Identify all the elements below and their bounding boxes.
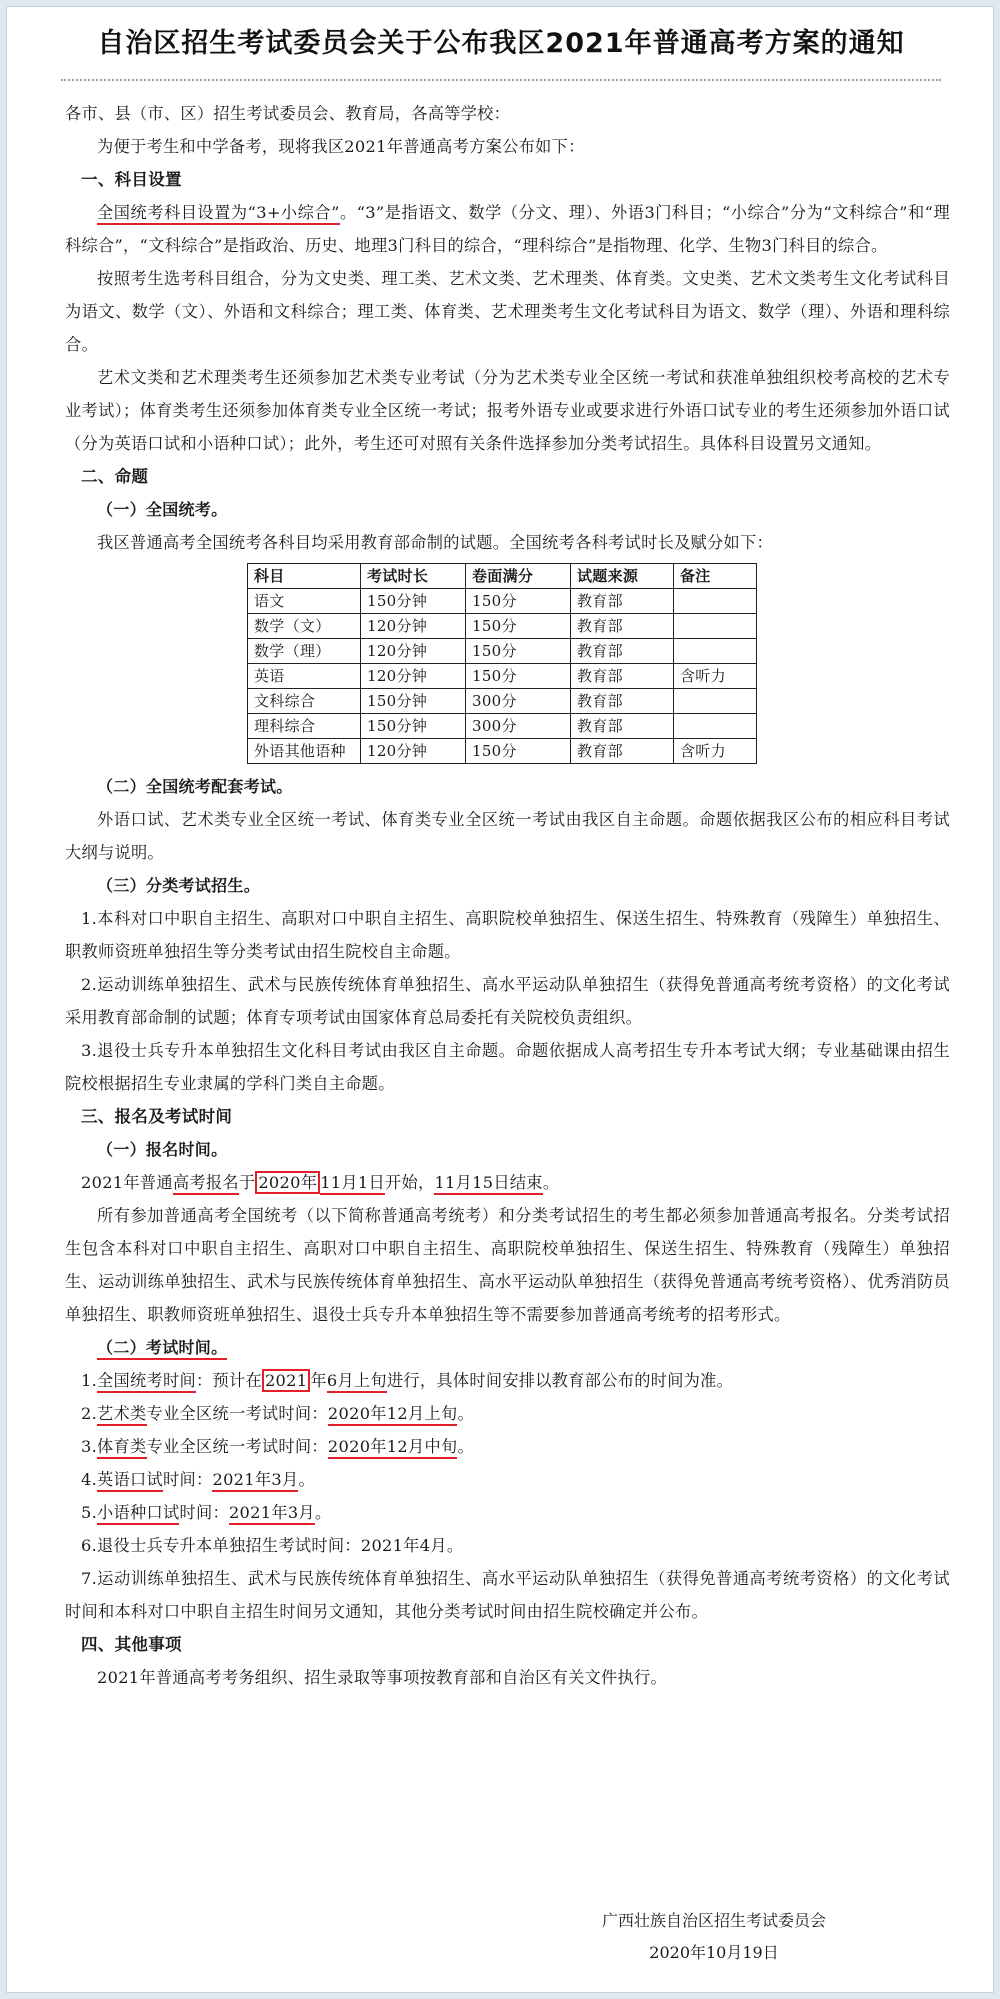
table-cell: 英语	[248, 664, 361, 689]
section-1-heading: 一、科目设置	[81, 170, 182, 189]
highlight-underline: 体育类	[97, 1437, 146, 1459]
table-cell: 120分钟	[361, 614, 466, 639]
table-cell: 教育部	[571, 714, 674, 739]
title-divider	[61, 79, 941, 81]
section-2-sub-3: （三）分类考试招生。	[97, 876, 261, 895]
table-row	[248, 689, 757, 714]
table-cell	[674, 614, 757, 639]
table-cell: 含听力	[674, 739, 757, 764]
highlight-underline: 全国统考时间	[97, 1371, 196, 1393]
table-cell: 数学（理）	[248, 639, 361, 664]
intro-paragraph: 为便于考生和中学备考，现将我区2021年普通高考方案公布如下：	[97, 137, 585, 156]
section-3-paragraph-2: 所有参加普通高考全国统考（以下简称普通高考统考）和分类考试招生的考生都必须参加普通高考报名。分类考试招生包含本科对口中职自主招生、高职对口中职自主招生、高职院校单独招生、保送生招生、特殊教育（残障生）单独招生、运动训练单独招生、武术与民族传统体育单独招生、高水平运动队单独招生（获得免普通高考统考资格）、优秀消防员单独招生、职教师资班单独招生、退役士兵专升本单独招生等不需要参加普通高考统考的招考形式。	[65, 1206, 950, 1324]
table-cell: 150分	[466, 614, 571, 639]
section-2-sub-3-item-2: 2.运动训练单独招生、武术与民族传统体育单独招生、高水平运动队单独招生（获得免普通高考统考资格）的文化考试采用教育部命制的试题；体育专项考试由国家体育总局委托有关院校负责组织。	[65, 975, 950, 1027]
table-cell: 教育部	[571, 639, 674, 664]
table-cell: 150分钟	[361, 689, 466, 714]
table-cell: 外语其他语种	[248, 739, 361, 764]
table-cell: 数学（文）	[248, 614, 361, 639]
table-row	[248, 589, 757, 614]
table-cell: 含听力	[674, 664, 757, 689]
table-row	[248, 714, 757, 739]
table-header-cell: 卷面满分	[466, 564, 571, 589]
table-cell: 教育部	[571, 664, 674, 689]
exam-time-item-6: 6.退役士兵专升本单独招生考试时间：2021年4月。	[81, 1536, 464, 1555]
exam-time-item-2: 2.艺术类专业全区统一考试时间：2020年12月上旬。	[65, 1397, 950, 1430]
exam-time-item-1: 1.全国统考时间：预计在 2021 年6月上旬进行，具体时间安排以教育部公布的时间为准。	[65, 1364, 950, 1397]
section-2-sub-2: （二）全国统考配套考试。	[97, 777, 293, 796]
highlight-underline: 小语种口试	[97, 1503, 179, 1525]
table-cell: 文科综合	[248, 689, 361, 714]
section-1-paragraph-1: 全国统考科目设置为“3+小综合”。“3”是指语文、数学（分文、理）、外语3门科目；“小综合”分为“文科综合”和“理科综合”，“文科综合”是指政治、历史、地理3门科目的综合，“理科综合”是指物理、化学、生物3门科目的综合。	[65, 203, 950, 255]
highlight-underline: 2020年12月中旬	[328, 1437, 458, 1459]
highlight-underline: 英语口试	[97, 1470, 163, 1492]
document-page	[6, 6, 994, 1993]
table-cell: 120分钟	[361, 639, 466, 664]
table-cell: 300分	[466, 689, 571, 714]
table-row	[248, 739, 757, 764]
table-row	[248, 664, 757, 689]
table-cell	[674, 639, 757, 664]
section-1-paragraph-2: 按照考生选考科目组合，分为文史类、理工类、艺术文类、艺术理类、体育类。文史类、艺术文类考生文化考试科目为语文、数学（文）、外语和文科综合；理工类、体育类、艺术理类考生文化考试科目为语文、数学（理）、外语和理科综合。	[65, 269, 950, 354]
highlight-underline: 高考报名	[173, 1173, 239, 1195]
registration-time-line: 2021年普通高考报名于 2020年 11月1日开始，11月15日结束。	[65, 1166, 950, 1199]
section-2-heading: 二、命题	[81, 467, 149, 486]
table-cell	[674, 714, 757, 739]
table-row	[248, 639, 757, 664]
highlight-box: 2021	[262, 1369, 310, 1392]
section-3-sub-2	[65, 1331, 950, 1364]
section-2-sub-2-paragraph: 外语口试、艺术类专业全区统一考试、体育类专业全区统一考试由我区自主命题。命题依据我区公布的相应科目考试大纲与说明。	[65, 810, 950, 862]
table-header-cell: 备注	[674, 564, 757, 589]
section-4-heading: 四、其他事项	[81, 1635, 182, 1654]
highlight-underline: 2021年3月	[229, 1503, 315, 1525]
table-cell: 150分	[466, 589, 571, 614]
highlight-underline: 全国统考科目设置为“3+小综合”	[97, 203, 340, 225]
table-cell: 150分	[466, 739, 571, 764]
highlight-underline: 11月15日结束	[434, 1173, 542, 1195]
section-2-sub-3-item-1: 1.本科对口中职自主招生、高职对口中职自主招生、高职院校单独招生、保送生招生、特殊教育（残障生）单独招生、职教师资班单独招生等分类考试由招生院校自主命题。	[65, 909, 950, 961]
highlight-box: 2020年	[255, 1171, 320, 1194]
highlight-underline: 6月上旬	[327, 1371, 387, 1393]
section-2-sub-1: （一）全国统考。	[97, 500, 228, 519]
salutation: 各市、县（市、区）招生考试委员会、教育局，各高等学校：	[65, 104, 511, 123]
issue-date: 2020年10月19日	[649, 1943, 779, 1962]
table-cell	[674, 689, 757, 714]
table-cell: 300分	[466, 714, 571, 739]
section-3-heading: 三、报名及考试时间	[81, 1107, 233, 1126]
issuing-organization: 广西壮族自治区招生考试委员会	[602, 1911, 827, 1930]
section-4-paragraph: 2021年普通高考考务组织、招生录取等事项按教育部和自治区有关文件执行。	[97, 1668, 667, 1687]
table-header-cell: 科目	[248, 564, 361, 589]
table-cell: 120分钟	[361, 664, 466, 689]
section-1-paragraph-3: 艺术文类和艺术理类考生还须参加艺术类专业考试（分为艺术类专业全区统一考试和获准单独组织校考高校的艺术专业考试）；体育类考生还须参加体育类专业全区统一考试；报考外语专业或要求进行外语口试专业的考生还须参加外语口试（分为英语口试和小语种口试）；此外，考生还可对照有关条件选择参加分类考试招生。具体科目设置另文通知。	[65, 368, 950, 453]
section-2-sub-1-paragraph: 我区普通高考全国统考各科目均采用教育部命制的试题。全国统考各科考试时长及赋分如下：	[97, 533, 773, 552]
table-cell: 教育部	[571, 614, 674, 639]
table-cell: 150分钟	[361, 589, 466, 614]
exam-score-table	[247, 563, 757, 764]
table-header-row	[248, 564, 757, 589]
table-cell: 教育部	[571, 739, 674, 764]
table-cell: 教育部	[571, 689, 674, 714]
document-body	[65, 97, 950, 1694]
table-cell: 150分	[466, 664, 571, 689]
table-cell	[674, 589, 757, 614]
table-cell: 理科综合	[248, 714, 361, 739]
exam-time-item-4: 4.英语口试时间：2021年3月。	[65, 1463, 950, 1496]
highlight-underline: 艺术类	[97, 1404, 146, 1426]
table-header-cell: 试题来源	[571, 564, 674, 589]
table-cell: 语文	[248, 589, 361, 614]
document-title: 自治区招生考试委员会关于公布我区2021年普通高考方案的通知	[97, 28, 905, 59]
exam-time-item-3: 3.体育类专业全区统一考试时间：2020年12月中旬。	[65, 1430, 950, 1463]
signature-block	[602, 1905, 826, 1969]
highlight-underline: 11月1日	[320, 1173, 385, 1195]
exam-time-item-7: 7.运动训练单独招生、武术与民族传统体育单独招生、高水平运动队单独招生（获得免普通高考统考资格）的文化考试时间和本科对口中职自主招生时间另文通知，其他分类考试时间由招生院校确定并公布。	[65, 1569, 950, 1621]
section-3-sub-1: （一）报名时间。	[97, 1140, 228, 1159]
table-header-cell: 考试时长	[361, 564, 466, 589]
highlight-underline: （二）考试时间。	[97, 1338, 227, 1360]
highlight-underline: 2020年12月上旬	[328, 1404, 458, 1426]
table-cell: 120分钟	[361, 739, 466, 764]
exam-time-item-5: 5.小语种口试时间：2021年3月。	[65, 1496, 950, 1529]
highlight-underline: 2021年3月	[212, 1470, 298, 1492]
table-cell: 教育部	[571, 589, 674, 614]
table-cell: 150分	[466, 639, 571, 664]
section-2-sub-3-item-3: 3.退役士兵专升本单独招生文化科目考试由我区自主命题。命题依据成人高考招生专升本考试大纲；专业基础课由招生院校根据招生专业隶属的学科门类自主命题。	[65, 1041, 950, 1093]
table-row	[248, 614, 757, 639]
table-cell: 150分钟	[361, 714, 466, 739]
